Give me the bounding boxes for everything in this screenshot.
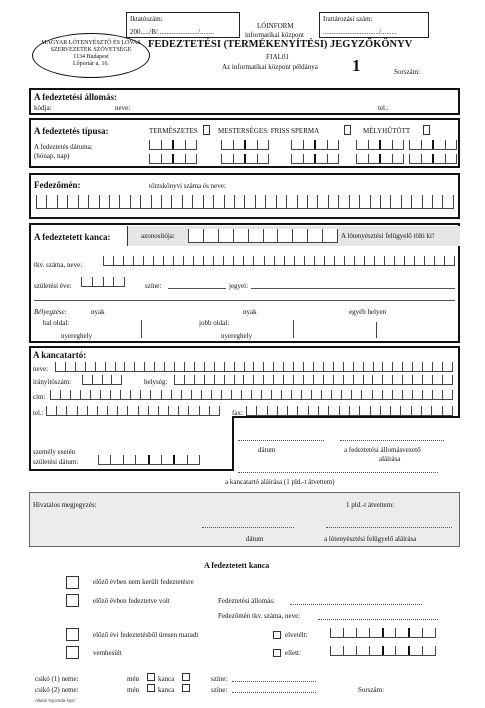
foal2-mare: kanca — [158, 686, 175, 694]
date-field-4a[interactable] — [356, 140, 404, 150]
type-title: A fedeztetés típusa: — [34, 126, 109, 136]
irattari-label: Irattározási szám: — [323, 15, 373, 23]
foal2-label: csikó (2) neme: — [35, 686, 79, 694]
station-code-label: kódja: — [34, 104, 52, 112]
type-natural-label: TERMÉSZETES — [149, 127, 198, 135]
owner-zip-label: irányítószám: — [33, 378, 72, 386]
owner-fax-field[interactable] — [246, 406, 453, 416]
bottom-item3-checkbox[interactable] — [66, 628, 79, 641]
owner-zip-field[interactable] — [82, 375, 122, 385]
bottom-aborted-label: elvetélt: — [285, 631, 308, 639]
org-address: 1134 Budapest — [73, 54, 109, 60]
mare-id-label: azonosítója: — [141, 232, 175, 240]
foal2-mare-checkbox[interactable] — [182, 684, 190, 692]
owner-city-field[interactable] — [174, 375, 453, 385]
owner-date-line[interactable] — [238, 440, 324, 441]
owner-title: A kancatartó: — [33, 350, 87, 360]
copy-number: 1 — [352, 56, 361, 75]
mare-tkv-field[interactable] — [103, 256, 455, 266]
center-line2: informatikai központ — [245, 31, 304, 39]
bottom-aborted-date[interactable] — [330, 628, 436, 638]
iktatoszam-label: Iktatószám: — [130, 15, 163, 23]
official-received: 1 pld.-t átvettem: — [346, 501, 395, 509]
brand-neck-left: nyak — [91, 308, 105, 316]
mare-marks-field[interactable] — [251, 288, 455, 289]
station-section — [29, 88, 460, 115]
page-title: FEDEZTETÉSI (TERMÉKENYÍTÉSI) JEGYZŐKÖNYV — [148, 39, 413, 50]
bottom-item2-checkbox[interactable] — [66, 594, 79, 607]
date-label: A fedeztetés dátuma: — [34, 143, 93, 151]
owner-birthdate-label: születési dátum: — [33, 458, 79, 466]
mare-title: A fedeztetett kanca: — [34, 232, 111, 242]
serial-label: Sorszám: — [394, 68, 421, 76]
irattari-field[interactable]: ................................/......... — [323, 28, 397, 36]
owner-date-caption: dátum — [258, 446, 276, 454]
date-field-4b[interactable] — [356, 154, 404, 164]
bottom-aborted-checkbox[interactable] — [273, 631, 281, 639]
foal1-color-label: színe: — [211, 675, 228, 683]
official-date-line[interactable] — [202, 527, 294, 528]
mare-id-field[interactable] — [188, 229, 338, 243]
type-fresh-checkbox[interactable] — [344, 125, 351, 135]
brand-left-label: bal oldal: — [43, 319, 70, 327]
type-frozen-label: MÉLYHŰTÖTT — [363, 127, 411, 135]
iktatoszam-box — [126, 12, 240, 38]
brand-divider-3 — [376, 322, 377, 338]
mare-note: A lótenyésztési felügyelő tölti ki! — [341, 232, 435, 240]
owner-name-label: neve: — [33, 365, 49, 373]
foal2-color-field[interactable] — [232, 692, 316, 693]
date-field-2b[interactable] — [221, 154, 269, 164]
brand-label: Bélyegzése: — [34, 308, 68, 316]
date-field-5b[interactable] — [409, 154, 457, 164]
bottom-title: A fedeztetett kanca — [204, 561, 270, 570]
bottom-item2-label: előző évben fedeztetve volt — [93, 597, 170, 605]
printer-label: Állami Nyomda Nyrt. — [35, 698, 77, 703]
mare-extra-line[interactable] — [34, 300, 455, 301]
owner-sig-label: a kancatartó aláírása (1 pld.-t átvettem) — [225, 478, 335, 486]
bottom-item1-checkbox[interactable] — [66, 576, 79, 589]
station-name-label: neve: — [115, 104, 131, 112]
stallion-reg-field[interactable] — [36, 195, 454, 209]
station-sig-label2: aláírása — [379, 455, 401, 463]
foal1-mare: kanca — [158, 675, 175, 683]
bottom-station-label: Fedeztetési állomás: — [218, 597, 275, 605]
owner-city-label: helység: — [144, 378, 168, 386]
owner-birthdate-field[interactable] — [98, 455, 200, 465]
type-natural-checkbox[interactable] — [203, 125, 210, 135]
brand-saddle-right: nyereghely — [221, 332, 253, 340]
stallion-reg-label: törzskönyvi száma és neve: — [149, 182, 226, 190]
date-field-5a[interactable] — [409, 140, 457, 150]
irattari-box — [319, 12, 429, 38]
foal1-stallion-checkbox[interactable] — [147, 673, 155, 681]
stallion-title: Fedezőmén: — [34, 180, 81, 190]
bottom-foaled-label: ellett: — [285, 649, 301, 657]
official-section — [29, 492, 460, 547]
mare-birth-field[interactable] — [81, 277, 125, 287]
official-date-caption: dátum — [246, 535, 264, 543]
date-field-3a[interactable] — [291, 140, 339, 150]
type-frozen-checkbox[interactable] — [423, 125, 430, 135]
bottom-foaled-checkbox[interactable] — [273, 649, 281, 657]
copy-label: Az informatikai központ példánya — [222, 63, 318, 71]
foal1-stallion: mén — [127, 675, 140, 683]
form-code: FJAL01 — [266, 53, 289, 61]
foal1-mare-checkbox[interactable] — [182, 673, 190, 681]
owner-person-label: személy esetén — [33, 448, 76, 456]
mare-marks-label: jegyei: — [229, 282, 249, 290]
owner-tel-label: tel.: — [33, 409, 44, 417]
owner-right-frame — [232, 416, 460, 418]
date-sub: (hónap, nap) — [34, 152, 70, 160]
brand-divider-2 — [293, 320, 294, 338]
owner-tel-field[interactable] — [46, 406, 220, 416]
owner-sig-line[interactable] — [238, 472, 438, 473]
brand-other: egyéb helyen — [349, 308, 387, 316]
owner-name-field[interactable] — [55, 362, 453, 372]
brand-saddle-left: nyereghely — [61, 332, 93, 340]
foal2-stallion-checkbox[interactable] — [147, 684, 155, 692]
date-field-2a[interactable] — [221, 140, 269, 150]
mare-color-label: színe: — [145, 282, 162, 290]
bottom-item4-label: vemhesült — [93, 649, 122, 657]
foal2-stallion: mén — [127, 686, 140, 694]
owner-address-field[interactable] — [50, 390, 453, 400]
date-field-1b[interactable] — [149, 154, 197, 164]
brand-neck-right: nyak — [243, 308, 257, 316]
bottom-stallion-field[interactable] — [318, 619, 438, 620]
mare-tkv-label: tkv. száma, neve: — [34, 261, 83, 269]
inspector-sig-label: a lótenyésztési felügyelő aláírása — [324, 535, 417, 543]
foal1-label: csikó (1) neme: — [35, 675, 79, 683]
bottom-stallion-label: Fedezőmén tkv. száma, neve: — [218, 612, 301, 620]
stallion-section — [29, 173, 460, 219]
owner-right-edge — [458, 416, 460, 418]
brand-divider-1 — [141, 320, 142, 338]
bottom-item4-checkbox[interactable] — [66, 646, 79, 659]
bottom-serial-label: Sorszám: — [358, 686, 385, 694]
official-note-label: Hivatalos megjegyzés: — [33, 501, 97, 509]
station-tel-label: tel.: — [378, 104, 389, 112]
bottom-foaled-date[interactable] — [330, 646, 436, 656]
station-title: A fedeztetési állomás: — [34, 92, 117, 102]
center-line1: LÓINFORM — [257, 22, 294, 30]
mare-section — [29, 223, 460, 343]
org-street: Lőportár u. 16. — [73, 61, 109, 67]
bottom-station-field[interactable] — [290, 604, 422, 605]
type-section — [29, 118, 460, 168]
bottom-item1-label: előző évben nem került fedeztetésre — [93, 578, 194, 586]
org-seal — [32, 33, 150, 78]
mare-birth-label: születési éve: — [34, 282, 72, 290]
inspector-sig-line[interactable] — [326, 527, 452, 528]
station-sig-label: a fedeztetési állomásvezető — [344, 446, 421, 454]
foal2-color-label: színe: — [211, 686, 228, 694]
iktatoszam-field[interactable]: 200...../B/......................./........ — [130, 28, 215, 36]
mare-color-field[interactable] — [168, 288, 226, 289]
foal1-color-field[interactable] — [232, 681, 316, 682]
date-field-1a[interactable] — [149, 140, 197, 150]
brand-right-label: jobb oldal: — [199, 319, 230, 327]
station-sig-line[interactable] — [340, 440, 444, 441]
type-fresh-label: MESTERSÉGES: FRISS SPERMA — [218, 127, 320, 135]
owner-fax-label: fax: — [232, 409, 243, 417]
owner-address-label: cím: — [33, 393, 46, 401]
date-field-3b[interactable] — [291, 154, 339, 164]
bottom-item3-label: előző évi fedeztetésből üresen maradt — [93, 631, 199, 639]
org-name: MAGYAR LÓTENYÉSZTŐ ÉS LOVAS SZERVEZETEK SZÖVETSÉGE — [41, 40, 141, 53]
